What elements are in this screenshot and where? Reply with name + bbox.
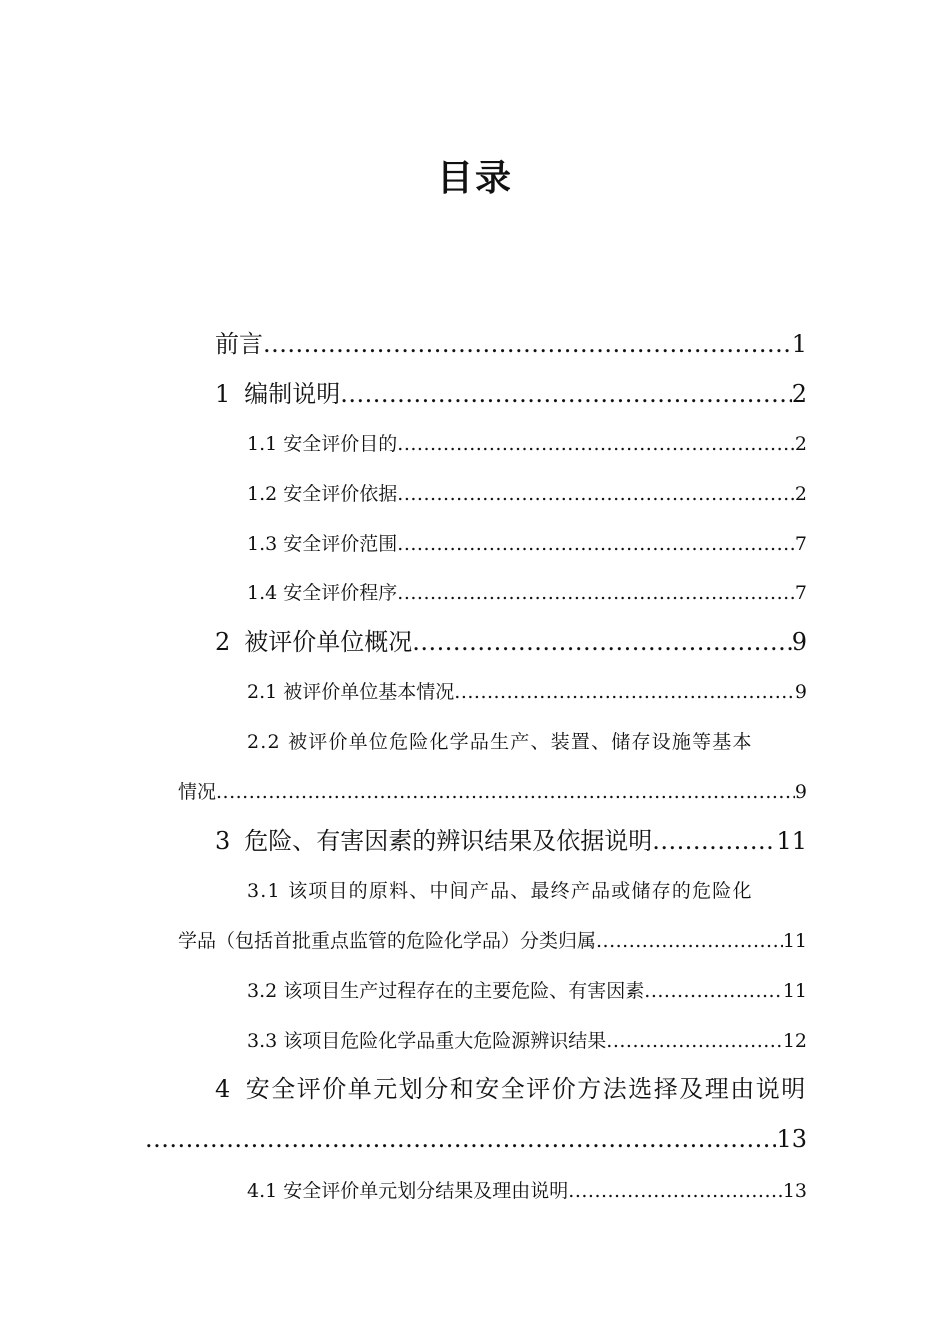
toc-entry-number: 2.1 (247, 681, 278, 703)
toc-entry-section-4-line2[interactable] (145, 1124, 807, 1154)
toc-entry-text: 安全评价程序 (283, 582, 398, 604)
toc-entry-section-2[interactable] (215, 627, 807, 657)
toc-entry-text: 学品（包括首批重点监管的危险化学品）分类归属 (178, 930, 597, 952)
toc-entry-text: 该项目生产过程存在的主要危险、有害因素 (283, 980, 645, 1002)
toc-entry-label (247, 1028, 606, 1054)
toc-page-number: 9 (791, 628, 807, 656)
toc-entry-section-2-2-line1[interactable] (247, 729, 807, 755)
toc-dot-leader (454, 679, 795, 705)
toc-dot-leader (397, 431, 795, 457)
toc-page-number: 7 (794, 533, 807, 555)
toc-entry-label (215, 379, 340, 409)
toc-entry-label (215, 627, 412, 657)
toc-page-number: 11 (782, 930, 807, 952)
toc-entry-section-1-4[interactable] (247, 580, 807, 606)
toc-entry-text: 安全评价依据 (283, 483, 398, 505)
toc-entry-number: 1.1 (247, 433, 278, 455)
toc-entry-number: 1.2 (247, 483, 278, 505)
toc-page-number: 12 (782, 1030, 807, 1052)
toc-entry-text: 安全评价单元划分结果及理由说明 (283, 1180, 569, 1202)
toc-dot-leader (397, 531, 795, 557)
toc-entry-text: 安全评价范围 (283, 533, 398, 555)
toc-entry-text: 情况 (178, 781, 217, 803)
toc-entry-text: 编制说明 (244, 380, 341, 408)
toc-entry-number: 3.3 (247, 1030, 278, 1052)
toc-entry-number: 3.2 (247, 980, 278, 1002)
toc-entry-number: 4.1 (247, 1180, 278, 1202)
toc-dot-leader (606, 1028, 783, 1054)
toc-dot-leader (397, 580, 795, 606)
toc-dot-leader (340, 379, 791, 409)
toc-page-number: 13 (776, 1125, 807, 1153)
toc-dot-leader (216, 779, 795, 805)
toc-entry-number: 4 (215, 1075, 232, 1103)
toc-entry-label (215, 826, 652, 856)
toc-dot-leader (652, 826, 776, 856)
toc-entry-label (247, 580, 397, 606)
toc-entry-section-2-1[interactable] (247, 679, 807, 705)
toc-dot-leader (644, 978, 783, 1004)
toc-page-number: 11 (776, 827, 807, 855)
toc-entry-number: 1.4 (247, 582, 278, 604)
toc-entry-label (247, 481, 397, 507)
toc-entry-text: 安全评价单元划分和安全评价方法选择及理由说明 (245, 1075, 807, 1103)
toc-entry-text: 危险、有害因素的辨识结果及依据说明 (244, 827, 653, 855)
toc-page-number: 9 (794, 681, 807, 703)
toc-entry-section-3[interactable] (215, 826, 807, 856)
toc-entry-section-1-2[interactable] (247, 481, 807, 507)
toc-entry-section-3-1-line2[interactable] (178, 928, 807, 954)
toc-entry-number: 1.3 (247, 533, 278, 555)
toc-entry-section-3-2[interactable] (247, 978, 807, 1004)
toc-entry-text: 被评价单位危险化学品生产、装置、储存设施等基本 (288, 731, 753, 753)
toc-entry-label (247, 531, 397, 557)
toc-entry-text: 前言 (215, 330, 263, 358)
toc-entry-number: 3.1 (247, 880, 281, 902)
toc-dot-leader (145, 1124, 776, 1154)
toc-entry-number: 2 (215, 628, 231, 656)
toc-page-number: 2 (791, 380, 807, 408)
toc-page-number: 11 (782, 980, 807, 1002)
toc-entry-label (247, 978, 644, 1004)
toc-dot-leader (397, 481, 795, 507)
toc-entry-number: 3 (215, 827, 231, 855)
toc-entry-section-2-2-line2[interactable] (178, 779, 807, 805)
toc-entry-label (247, 1178, 568, 1204)
page-title: 目录 (436, 157, 513, 199)
toc-entry-section-1-3[interactable] (247, 531, 807, 557)
toc-entry-number: 2.2 (247, 731, 281, 753)
toc-page-number: 1 (791, 330, 807, 358)
toc-entry-section-3-1-line1[interactable] (247, 878, 807, 904)
toc-entry-text: 安全评价目的 (283, 433, 398, 455)
toc-entry-label (247, 431, 397, 457)
toc-entry-text: 被评价单位概况 (244, 628, 413, 656)
toc-entry-number: 1 (215, 380, 231, 408)
toc-entry-section-4-1[interactable] (247, 1178, 807, 1204)
toc-entry-text: 该项目的原料、中间产品、最终产品或储存的危险化 (288, 880, 753, 902)
toc-dot-leader (412, 627, 791, 657)
toc-page-number: 7 (794, 582, 807, 604)
toc-entry-section-1-1[interactable] (247, 431, 807, 457)
toc-entry-section-1[interactable] (215, 379, 807, 409)
toc-entry-text: 被评价单位基本情况 (283, 681, 455, 703)
toc-dot-leader (263, 329, 792, 359)
toc-dot-leader (568, 1178, 783, 1204)
toc-page-number: 13 (782, 1180, 807, 1202)
toc-entry-section-4-line1[interactable] (215, 1074, 807, 1104)
toc-entry-preface[interactable] (215, 329, 807, 359)
toc-page-number: 2 (794, 483, 807, 505)
toc-page-number: 2 (794, 433, 807, 455)
toc-entry-text: 该项目危险化学品重大危险源辨识结果 (283, 1030, 607, 1052)
toc-dot-leader (596, 928, 783, 954)
toc-entry-section-3-3[interactable] (247, 1028, 807, 1054)
toc-page-number: 9 (794, 781, 807, 803)
toc-entry-label (247, 679, 454, 705)
